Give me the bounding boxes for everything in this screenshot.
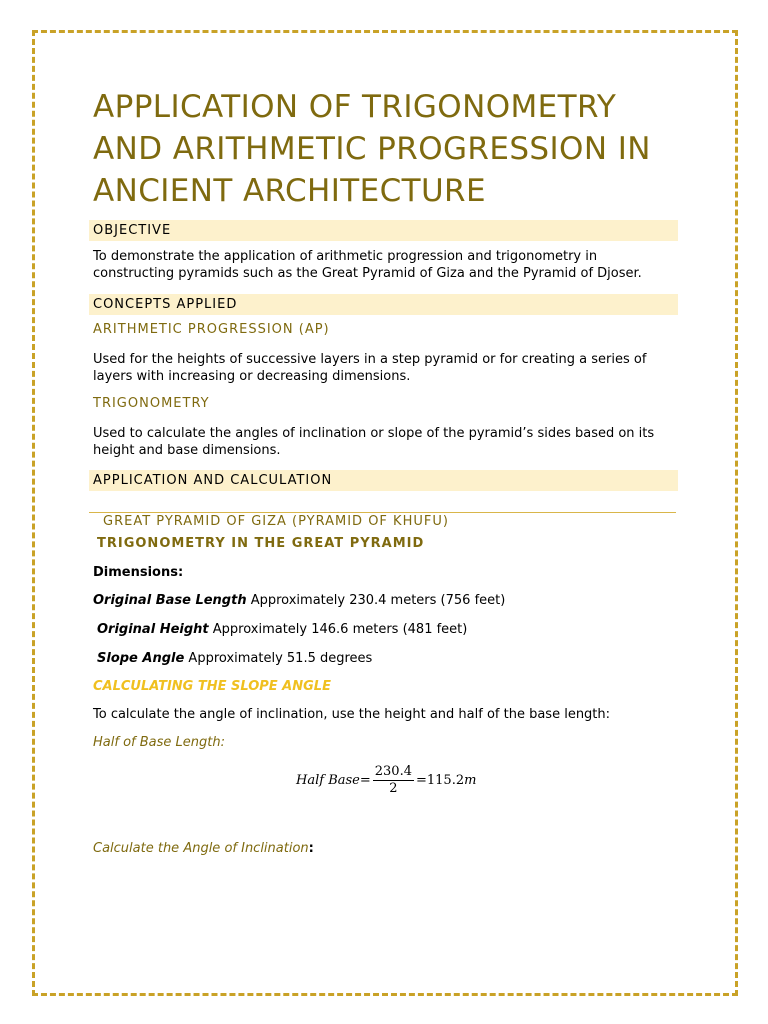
ap-heading: ARITHMETIC PROGRESSION (AP) [93,322,330,337]
angle-line [93,841,314,856]
slope-label: Slope Angle [97,651,185,666]
half-base-equation [296,764,476,797]
height-value: Approximately 146.6 meters (481 feet) [208,622,468,637]
base-length-line [93,593,505,608]
trig-heading: TRIGONOMETRY [93,396,210,411]
trig-text: Used to calculate the angles of inclination or slope of the pyramid’s sides based on its height and base dimensions. [93,426,655,458]
base-length-value: Approximately 230.4 meters (756 feet) [246,593,506,608]
objective-heading: OBJECTIVE [89,220,678,241]
angle-label: Calculate the Angle of Inclination [93,841,309,856]
document-title: APPLICATION OF TRIGONOMETRY AND ARITHMETIC PROGRESSION IN ANCIENT ARCHITECTURE [93,89,651,209]
objective-text: To demonstrate the application of arithmetic progression and trigonometry in constructing pyramids such as the Great Pyramid of Giza and the Pyramid of Djoser. [93,249,642,281]
equation-equals-2: = [415,773,427,788]
ap-text: Used for the heights of successive layers in a step pyramid or for creating a series of layers with increasing or decreasing dimensions. [93,352,647,384]
angle-colon: : [308,841,314,856]
equation-fraction [373,764,414,797]
trig-great-heading: TRIGONOMETRY IN THE GREAT PYRAMID [97,536,425,551]
giza-heading: GREAT PYRAMID OF GIZA (PYRAMID OF KHUFU) [103,514,449,529]
concepts-heading: CONCEPTS APPLIED [89,294,678,315]
height-line [97,622,467,637]
base-length-label: Original Base Length [93,593,247,608]
divider-line [89,512,676,513]
calc-intro: To calculate the angle of inclination, use the height and half of the base length: [93,707,611,722]
application-heading: APPLICATION AND CALCULATION [89,470,678,491]
equation-numerator: 230.4 [374,764,412,779]
equation-lhs: Half Base [296,773,360,788]
slope-value: Approximately 51.5 degrees [184,651,373,666]
calc-slope-heading: CALCULATING THE SLOPE ANGLE [93,679,331,694]
height-label: Original Height [97,622,209,637]
equation-equals-1: = [359,773,371,788]
equation-result: 115.2 [426,773,465,788]
slope-line [97,651,372,666]
equation-denominator: 2 [389,781,398,796]
equation-unit: m [464,773,477,788]
half-base-label: Half of Base Length: [93,735,225,750]
dimensions-label: Dimensions: [93,565,184,580]
